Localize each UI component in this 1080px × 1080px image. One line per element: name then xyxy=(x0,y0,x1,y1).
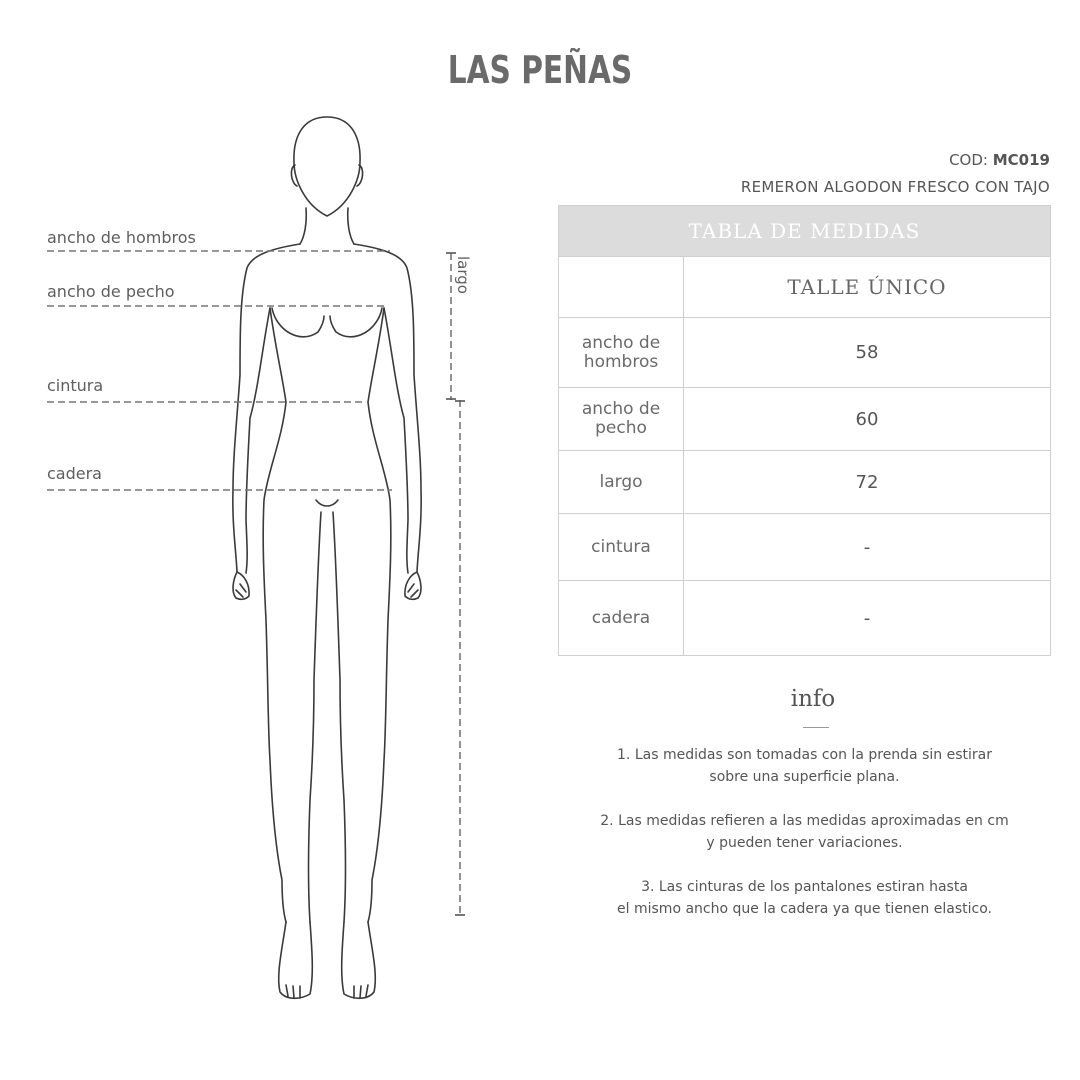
note-line: 1. Las medidas son tomadas con la prenda sin estirar xyxy=(617,747,992,763)
row-label-line: pecho xyxy=(595,418,647,438)
note-line: el mismo ancho que la cadera ya que tienen elastico. xyxy=(617,901,992,917)
info-note-2 xyxy=(558,810,1051,854)
size-table-corner xyxy=(559,257,684,318)
label-chest: ancho de pecho xyxy=(47,282,175,301)
size-table xyxy=(558,205,1051,656)
row-label-shoulders xyxy=(559,318,684,388)
row-label-length: largo xyxy=(559,451,684,514)
size-header: TALLE ÚNICO xyxy=(684,257,1051,318)
note-line: 3. Las cinturas de los pantalones estiran hasta xyxy=(641,879,968,895)
product-code-value: MC019 xyxy=(992,151,1050,169)
label-shoulders: ancho de hombros xyxy=(47,228,196,247)
product-code-prefix: COD: xyxy=(949,151,988,169)
label-waist: cintura xyxy=(47,376,104,395)
info-divider xyxy=(803,727,829,728)
label-hip: cadera xyxy=(47,464,102,483)
row-label-waist: cintura xyxy=(559,514,684,581)
row-value-hip: - xyxy=(684,581,1051,656)
row-label-line: hombros xyxy=(583,351,659,372)
row-label-line: ancho de xyxy=(581,332,661,353)
size-table-title: TABLA DE MEDIDAS xyxy=(559,206,1051,257)
brand-logo: LAS PEÑAS xyxy=(447,48,633,92)
info-title: info xyxy=(790,686,836,712)
note-line: y pueden tener variaciones. xyxy=(706,835,903,851)
row-value-chest: 60 xyxy=(684,388,1051,451)
row-value-shoulders: 58 xyxy=(684,318,1051,388)
row-value-length: 72 xyxy=(684,451,1051,514)
label-length: largo xyxy=(454,256,472,294)
row-label-chest xyxy=(559,388,684,451)
info-note-1 xyxy=(558,744,1051,788)
product-code xyxy=(949,151,1050,169)
row-label-hip: cadera xyxy=(559,581,684,656)
info-note-3 xyxy=(558,876,1051,920)
product-name: REMERON ALGODON FRESCO CON TAJO xyxy=(740,178,1050,196)
note-line: 2. Las medidas refieren a las medidas aproximadas en cm xyxy=(600,813,1009,829)
row-value-waist: - xyxy=(684,514,1051,581)
row-label-line: ancho de xyxy=(581,399,661,419)
note-line: sobre una superficie plana. xyxy=(709,769,900,785)
